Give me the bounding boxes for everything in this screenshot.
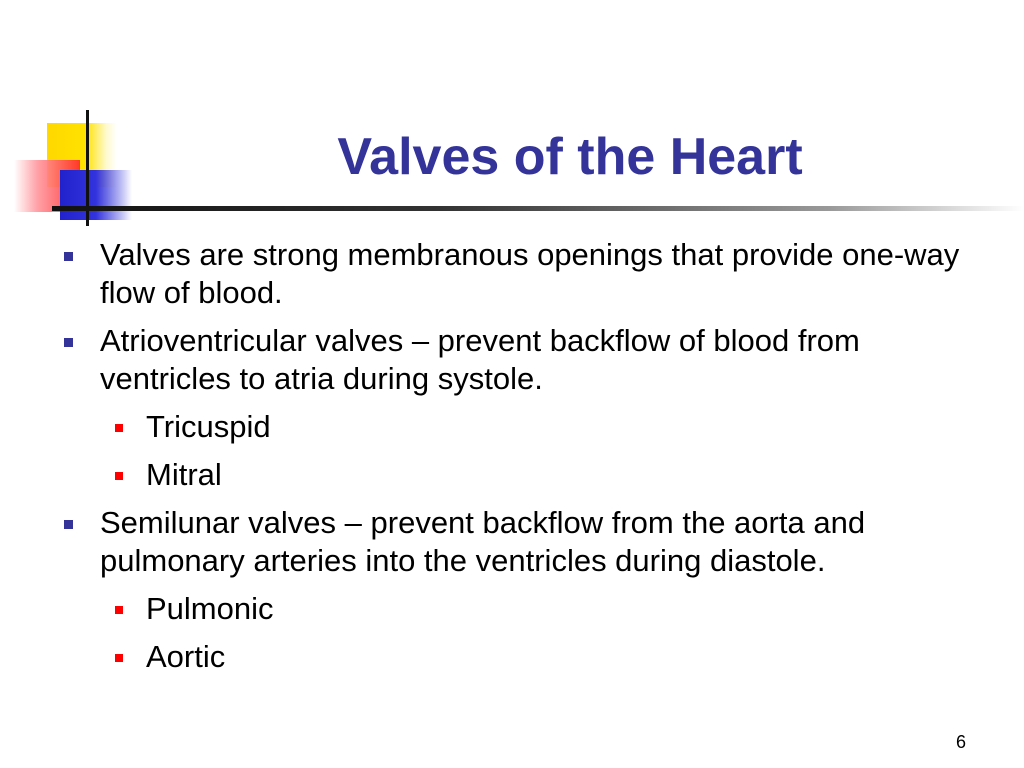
sub-bullet-item <box>0 590 990 628</box>
bullet-item <box>0 236 990 312</box>
square-bullet-icon <box>64 520 73 529</box>
title-underline <box>52 206 1024 211</box>
sub-bullet-text: Pulmonic <box>146 591 274 626</box>
bullet-text: Atrioventricular valves – prevent backflow of blood from ventricles to atria during systole. <box>100 323 860 396</box>
bullet-text: Semilunar valves – prevent backflow from the aorta and pulmonary arteries into the ventricles during diastole. <box>100 505 866 578</box>
sub-bullet-text: Mitral <box>146 457 222 492</box>
sub-bullet-item <box>0 408 990 446</box>
page-number: 6 <box>955 732 966 752</box>
square-bullet-icon <box>115 424 123 432</box>
sub-bullet-text: Tricuspid <box>146 409 271 444</box>
square-bullet-icon <box>64 338 73 347</box>
square-bullet-icon <box>115 654 123 662</box>
bullet-item <box>0 504 990 580</box>
logo-blue-square <box>60 170 132 220</box>
sub-bullet-item <box>0 456 990 494</box>
slide-title: Valves of the Heart <box>337 128 803 186</box>
square-bullet-icon <box>115 472 123 480</box>
sub-bullet-item <box>0 638 990 676</box>
square-bullet-icon <box>64 252 73 261</box>
bullet-item <box>0 322 990 398</box>
bullet-list <box>0 236 1024 686</box>
square-bullet-icon <box>115 606 123 614</box>
bullet-text: Valves are strong membranous openings that provide one-way flow of blood. <box>100 237 960 310</box>
sub-bullet-text: Aortic <box>146 639 226 674</box>
